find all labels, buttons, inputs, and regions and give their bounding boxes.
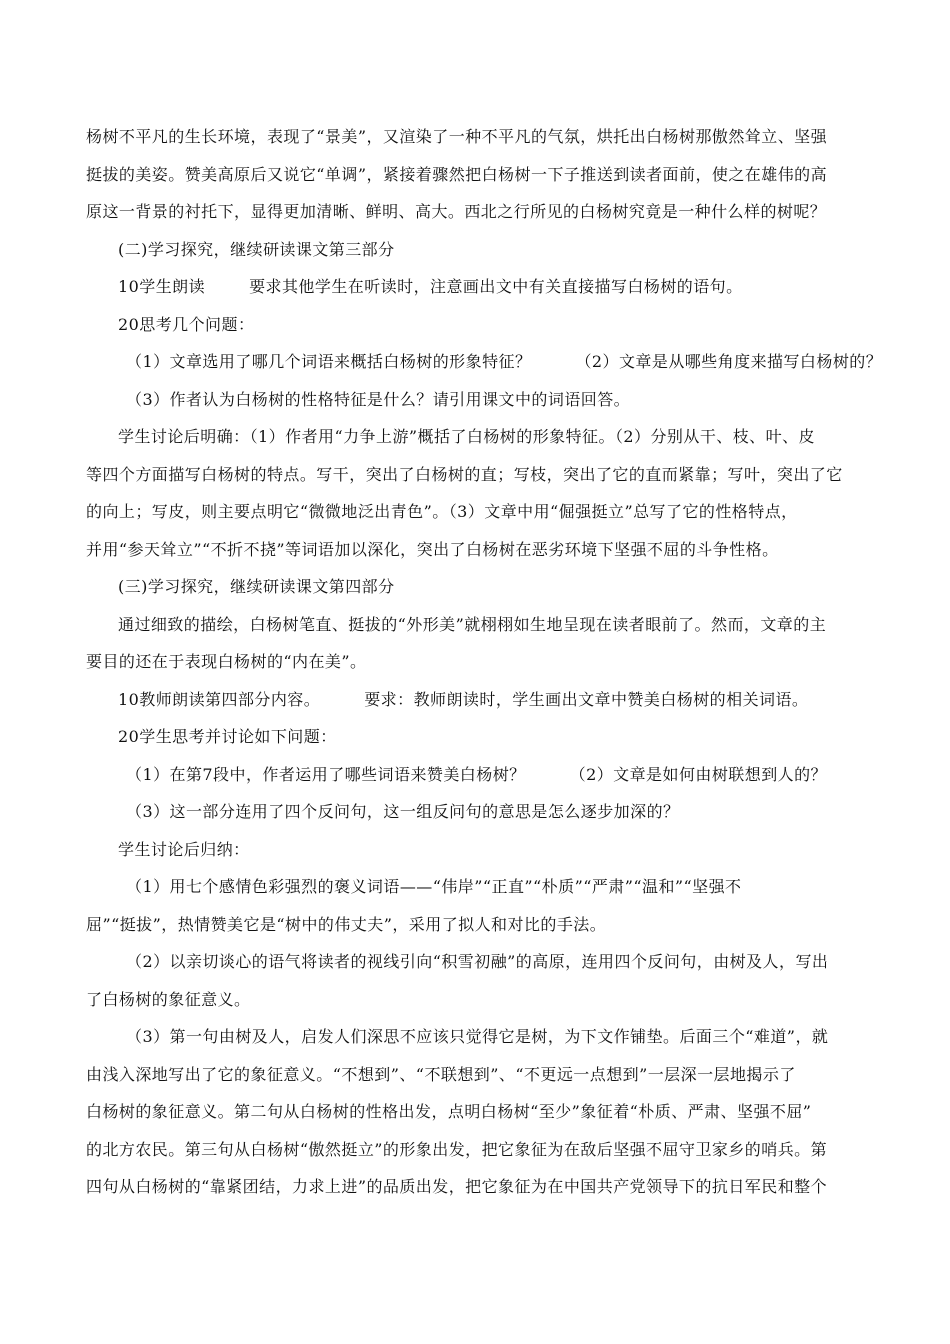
- section-heading: (三)学习探究，继续研读课文第四部分: [118, 577, 395, 596]
- step-requirement: 要求：教师朗读时，学生画出文章中赞美白杨树的相关词语。: [364, 689, 809, 709]
- text-line: 杨树不平凡的生长环境，表现了“景美”，又渲染了一种不平凡的气氛，烘托出白杨树那傲然耸立、坚强: [86, 127, 828, 146]
- text-line: 白杨树的象征意义。第二句从白杨树的性格出发，点明白杨树“至少”象征着“朴质、严肃、坚强不屈”: [86, 1102, 812, 1121]
- section-heading: (二)学习探究，继续研读课文第三部分: [118, 239, 395, 259]
- text-line: [86, 343, 883, 381]
- text-line: 通过细致的描绘，白杨树笔直、挺拔的“外形美”就栩栩如生地呈现在读者眼前了。然而，文章的主: [118, 614, 827, 634]
- step-requirement: 要求其他学生在听读时，注意画出文中有关直接描写白杨树的语句。: [249, 277, 743, 296]
- document-body: [86, 118, 883, 1206]
- question-item: （1）在第7段中，作者运用了哪些词语来赞美白杨树？: [126, 764, 526, 784]
- text-line: 了白杨树的象征意义。: [86, 989, 251, 1009]
- question-item: （3）这一部分连用了四个反问句，这一组反问句的意思是怎么逐步加深的？: [126, 802, 680, 821]
- text-line: 20学生思考并讨论如下问题：: [118, 727, 337, 746]
- question-item: （2）文章是从哪些角度来描写白杨树的？: [575, 352, 883, 371]
- text-line: 学生讨论后归纳：: [118, 839, 250, 859]
- text-line: 等四个方面描写白杨树的特点。写干，突出了白杨树的直；写枝，突出了它的直而紧靠；写叶，突出了它: [86, 464, 843, 484]
- text-line: [86, 681, 876, 719]
- text-line: 并用“参天耸立”“不折不挠”等词语加以深化，突出了白杨树在恶劣环境下坚强不屈的斗争性格。: [86, 539, 779, 559]
- text-line: 要目的还在于表现白杨树的“内在美”。: [86, 652, 367, 671]
- text-line: [86, 756, 876, 794]
- text-line: （1）用七个感情色彩强烈的褒义词语——“伟岸”“正直”“朴质”“严肃”“温和”“坚强不: [126, 877, 742, 896]
- text-line: [86, 268, 876, 306]
- question-item: （1）文章选用了哪几个词语来概括白杨树的形象特征？: [126, 352, 532, 371]
- question-item: （2）文章是如何由树联想到人的？: [569, 764, 828, 784]
- text-line: 由浅入深地写出了它的象征意义。“不想到”、“不联想到”、“不更远一点想到”一层深一层地揭示了: [86, 1064, 796, 1084]
- text-line: （3）第一句由树及人，启发人们深思不应该只觉得它是树，为下文作铺垫。后面三个“难道”，就: [126, 1027, 829, 1046]
- question-item: （3）作者认为白杨树的性格特征是什么？请引用课文中的词语回答。: [126, 389, 631, 409]
- text-line: 20思考几个问题：: [118, 314, 255, 334]
- text-line: 学生讨论后明确：（1）作者用“力争上游”概括了白杨树的形象特征。（2）分别从干、枝、叶、皮: [118, 427, 815, 446]
- text-line: 原这一背景的衬托下，显得更加清晰、鲜明、高大。西北之行所见的白杨树究竟是一种什么样的树呢？: [86, 202, 827, 221]
- text-line: 的北方农民。第三句从白杨树“傲然挺立”的形象出发，把它象征为在敌后坚强不屈守卫家乡的哨兵。第: [86, 1139, 828, 1159]
- step-label: 10学生朗读: [118, 277, 206, 296]
- text-line: 的向上；写皮，则主要点明它“微微地泛出青色”。（3）文章中用“倔强挺立”总写了它的性格特点，: [86, 502, 798, 521]
- text-line: （2）以亲切谈心的语气将读者的视线引向“积雪初融”的高原，连用四个反问句，由树及人，写出: [126, 952, 829, 971]
- step-label: 10教师朗读第四部分内容。: [118, 689, 321, 709]
- text-line: 屈”“挺拔”，热情赞美它是“树中的伟丈夫”，采用了拟人和对比的手法。: [86, 914, 607, 934]
- text-line: 挺拔的美姿。赞美高原后又说它“单调”，紧接着骤然把白杨树一下子推送到读者面前，使之在雄伟的高: [86, 164, 828, 184]
- text-line: 四句从白杨树的“靠紧团结，力求上进”的品质出发，把它象征为在中国共产党领导下的抗日军民和整个: [86, 1177, 828, 1196]
